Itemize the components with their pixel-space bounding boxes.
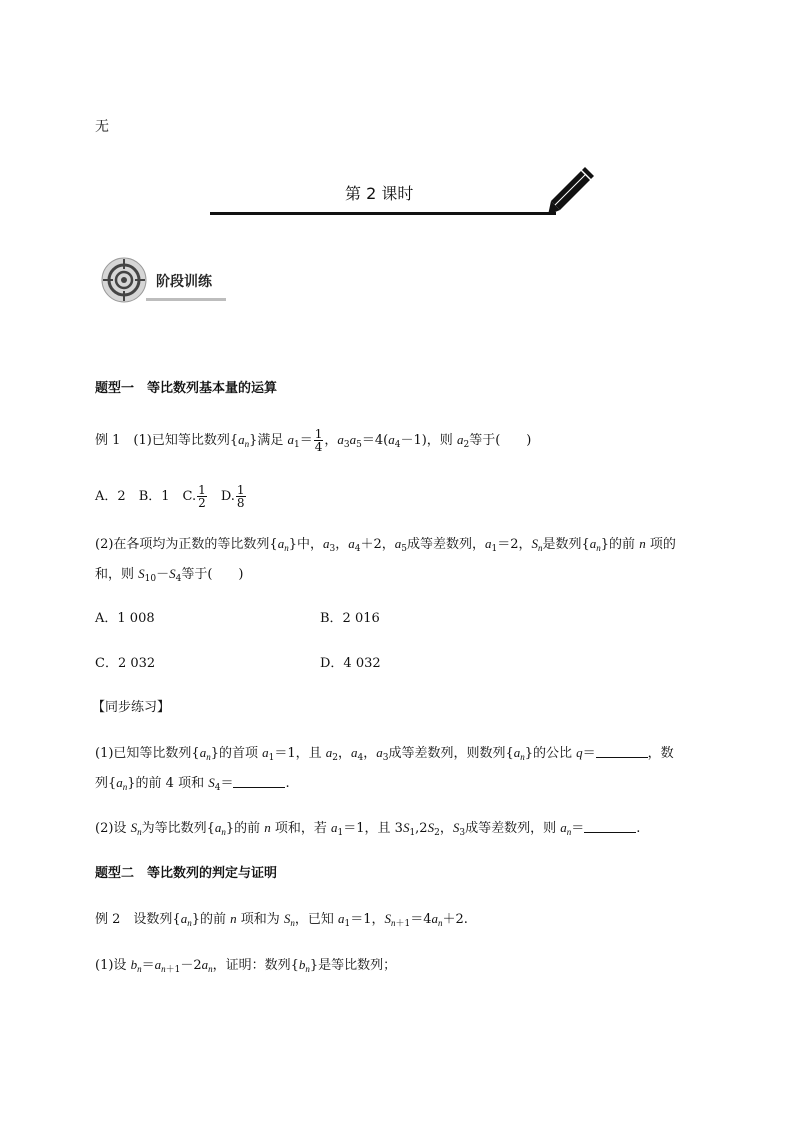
option-c: C．2 032 bbox=[95, 656, 156, 671]
stage-underline bbox=[146, 298, 226, 301]
sync-question1-line2: 列$\{a_n\}$的前 4 项和 $S_4=$ . bbox=[95, 775, 290, 793]
top-character: 无 bbox=[95, 119, 109, 135]
option-d: D．4 032 bbox=[320, 656, 381, 671]
lesson-title: 第 2 课时 bbox=[345, 184, 414, 203]
option-b: B．2 016 bbox=[320, 611, 380, 626]
fraction-one-quarter: $\frac{1}{4}$ bbox=[314, 427, 323, 454]
target-icon bbox=[100, 256, 148, 304]
pencil-icon bbox=[545, 165, 597, 219]
answer-blank-q bbox=[596, 745, 648, 758]
example1-question1: 例 1 (1)已知等比数列$\{a_n\}$满足 $a_1=$ $\frac{1}{4}$ ，$a_3a_5=4(a_4-1)$，则 $a_2$等于( ) bbox=[95, 427, 532, 454]
type2-heading: 题型二 等比数列的判定与证明 bbox=[95, 866, 278, 881]
example1-options: A．2 B．1 C. $\frac{1}{2}$ D. $\frac{1}{8}$ bbox=[95, 483, 245, 510]
type1-heading: 题型一 等比数列基本量的运算 bbox=[95, 381, 278, 396]
option-a: A．1 008 bbox=[95, 611, 155, 626]
example1-question2-line1: (2)在各项均为正数的等比数列$\{a_n\}$中，$a_3$，$a_4+2$，$a_5$成等差数列，$a_1=2$，$S_n$是数列$\{a_n\}$的前 n 项的 bbox=[95, 536, 676, 554]
example1-question2-line2: 和，则 $S_{10}-S_4$等于( ) bbox=[95, 566, 244, 584]
sync-question2: (2)设 $S_n$为等比数列$\{a_n\}$的前 n 项和，若 $a_1=1$，且 $3S_1,2S_2$，$S_3$成等差数列，则 $a_n=$ . bbox=[95, 820, 641, 838]
stage-training-label: 阶段训练 bbox=[156, 274, 212, 290]
answer-blank-an bbox=[584, 820, 636, 833]
example2-part1: (1)设 $b_n=a_{n+1}-2a_n$，证明：数列$\{b_n\}$是等比数列； bbox=[95, 957, 397, 975]
example2-question: 例 2 设数列$\{a_n\}$的前 n 项和为 $S_n$，已知 $a_1=1$，$S_{n+1}=4a_n+2$. bbox=[95, 911, 468, 929]
sync-question1-line1: (1)已知等比数列$\{a_n\}$的首项 $a_1=1$，且 $a_2$，$a_4$，$a_3$成等差数列，则数列$\{a_n\}$的公比 q＝ ，数 bbox=[95, 745, 674, 763]
answer-blank-s4 bbox=[233, 775, 285, 788]
sync-practice-heading: 【同步练习】 bbox=[92, 700, 171, 715]
title-underline bbox=[210, 212, 556, 215]
